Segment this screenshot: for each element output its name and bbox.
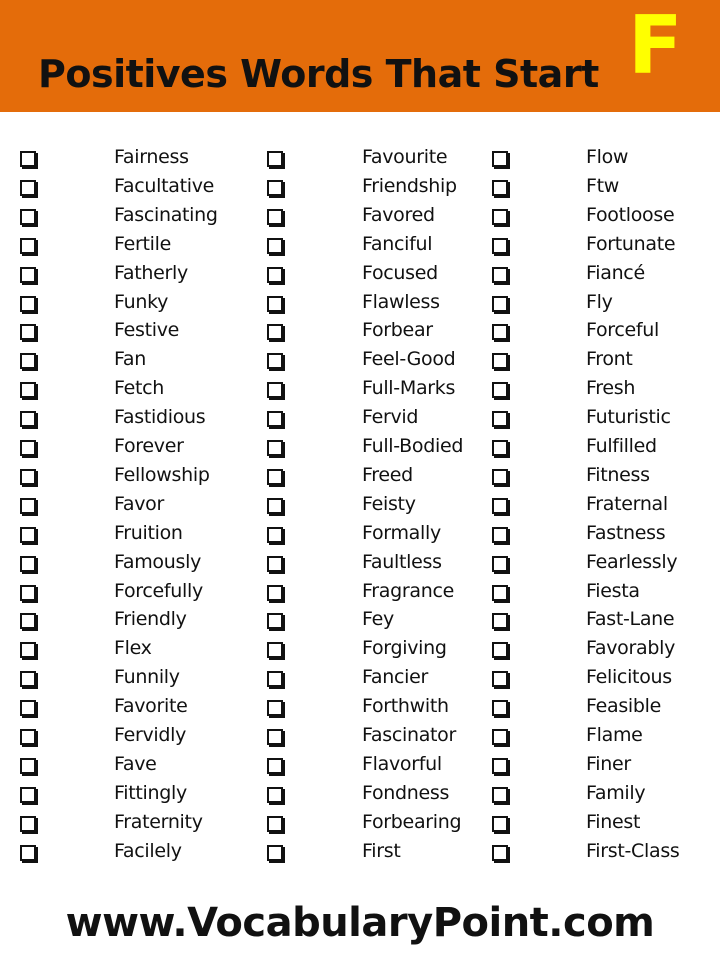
checkbox-icon xyxy=(492,469,508,485)
word-item: Funnily xyxy=(114,666,180,689)
word-row xyxy=(0,722,720,751)
word-row xyxy=(0,404,720,433)
title-letter: F xyxy=(628,0,683,92)
checkbox-icon xyxy=(492,787,508,803)
checkbox-icon xyxy=(20,324,36,340)
word-row xyxy=(0,549,720,578)
word-item: Fetch xyxy=(114,377,165,400)
word-item: Fragrance xyxy=(362,579,454,602)
word-item: Fave xyxy=(114,752,157,775)
checkbox-icon xyxy=(492,585,508,601)
checkbox-icon xyxy=(267,209,283,225)
checkbox-icon xyxy=(267,267,283,283)
word-item: Fatherly xyxy=(114,261,188,284)
word-list xyxy=(0,144,720,868)
word-item: Feasible xyxy=(586,695,662,718)
checkbox-icon xyxy=(267,469,283,485)
word-item: Feisty xyxy=(362,492,416,515)
checkbox-icon xyxy=(267,296,283,312)
checkbox-icon xyxy=(20,845,36,861)
checkbox-icon xyxy=(492,440,508,456)
word-item: Finer xyxy=(586,752,631,775)
checkbox-icon xyxy=(267,787,283,803)
checkbox-icon xyxy=(267,411,283,427)
word-item: Favourite xyxy=(362,146,448,168)
word-item: Fast-Lane xyxy=(586,608,675,631)
footer-website: www.VocabularyPoint.com xyxy=(65,900,655,946)
word-item: Favorably xyxy=(586,637,676,660)
word-item: First xyxy=(362,839,401,862)
checkbox-icon xyxy=(20,758,36,774)
word-item: Fruition xyxy=(114,521,183,544)
word-item: Fan xyxy=(114,348,146,371)
checkbox-icon xyxy=(492,527,508,543)
checkbox-icon xyxy=(492,324,508,340)
checkbox-icon xyxy=(267,324,283,340)
word-item: Fertile xyxy=(114,232,171,255)
checkbox-icon xyxy=(492,238,508,254)
word-item: Fulfilled xyxy=(586,435,657,457)
word-item: Fly xyxy=(586,290,613,313)
checkbox-icon xyxy=(267,816,283,832)
word-item: Full-Bodied xyxy=(362,435,464,457)
word-row xyxy=(0,202,720,231)
word-item: Fanciful xyxy=(362,232,433,255)
checkbox-icon xyxy=(492,729,508,745)
word-item: Forcefully xyxy=(114,579,203,602)
word-row xyxy=(0,664,720,693)
word-row xyxy=(0,491,720,520)
checkbox-icon xyxy=(20,440,36,456)
word-item: Fancier xyxy=(362,666,428,689)
word-item: Fortunate xyxy=(586,232,676,255)
word-item: Forever xyxy=(114,435,184,457)
checkbox-icon xyxy=(492,758,508,774)
checkbox-icon xyxy=(267,527,283,543)
checkbox-icon xyxy=(20,238,36,254)
checkbox-icon xyxy=(20,296,36,312)
checkbox-icon xyxy=(267,729,283,745)
word-row xyxy=(0,317,720,346)
word-item: Fairness xyxy=(114,146,189,168)
checkbox-icon xyxy=(492,353,508,369)
word-row xyxy=(0,144,720,173)
word-item: Flawless xyxy=(362,290,440,313)
checkbox-icon xyxy=(492,816,508,832)
header-banner xyxy=(0,0,720,112)
checkbox-icon xyxy=(267,585,283,601)
word-item: Focused xyxy=(362,261,438,284)
checkbox-icon xyxy=(267,498,283,514)
checkbox-icon xyxy=(20,469,36,485)
word-item: Forceful xyxy=(586,319,660,342)
word-item: Futuristic xyxy=(586,406,671,429)
word-row xyxy=(0,289,720,318)
checkbox-icon xyxy=(267,700,283,716)
checkbox-icon xyxy=(492,613,508,629)
word-item: Fittingly xyxy=(114,781,187,804)
checkbox-icon xyxy=(492,382,508,398)
checkbox-icon xyxy=(267,151,283,167)
word-row xyxy=(0,231,720,260)
checkbox-icon xyxy=(492,845,508,861)
word-item: Fellowship xyxy=(114,463,210,486)
checkbox-icon xyxy=(492,296,508,312)
word-item: Flavorful xyxy=(362,752,442,775)
checkbox-icon xyxy=(20,209,36,225)
word-item: Fiesta xyxy=(586,579,640,602)
word-row xyxy=(0,520,720,549)
checkbox-icon xyxy=(20,700,36,716)
word-item: Fervid xyxy=(362,406,419,429)
checkbox-icon xyxy=(20,353,36,369)
word-item: Footloose xyxy=(586,203,675,226)
checkbox-icon xyxy=(267,180,283,196)
word-item: Fitness xyxy=(586,463,650,486)
checkbox-icon xyxy=(267,671,283,687)
word-item: Flex xyxy=(114,637,152,660)
word-item: Forbearing xyxy=(362,810,462,833)
checkbox-icon xyxy=(267,613,283,629)
checkbox-icon xyxy=(20,642,36,658)
word-item: Friendship xyxy=(362,174,457,197)
page-title: Positives Words That Start xyxy=(38,52,599,96)
checkbox-icon xyxy=(492,498,508,514)
word-item: Facilely xyxy=(114,839,182,862)
word-row xyxy=(0,751,720,780)
word-item: Favored xyxy=(362,203,435,226)
word-item: Feel-Good xyxy=(362,348,456,371)
checkbox-icon xyxy=(492,671,508,687)
checkbox-icon xyxy=(20,671,36,687)
word-item: Fervidly xyxy=(114,724,187,746)
checkbox-icon xyxy=(492,180,508,196)
word-row xyxy=(0,173,720,202)
checkbox-icon xyxy=(20,180,36,196)
checkbox-icon xyxy=(267,845,283,861)
word-item: Flame xyxy=(586,724,643,746)
word-row xyxy=(0,635,720,664)
word-item: Festive xyxy=(114,319,180,342)
word-item: Fey xyxy=(362,608,394,631)
checkbox-icon xyxy=(20,556,36,572)
word-item: Freed xyxy=(362,463,413,486)
checkbox-icon xyxy=(20,729,36,745)
checkbox-icon xyxy=(20,787,36,803)
word-item: Front xyxy=(586,348,633,371)
checkbox-icon xyxy=(20,613,36,629)
word-item: Fondness xyxy=(362,781,450,804)
word-item: Felicitous xyxy=(586,666,672,689)
word-item: Friendly xyxy=(114,608,187,631)
word-item: Forgiving xyxy=(362,637,447,660)
word-row xyxy=(0,693,720,722)
word-row xyxy=(0,838,720,867)
word-item: Fastidious xyxy=(114,406,206,429)
checkbox-icon xyxy=(492,411,508,427)
word-item: Fearlessly xyxy=(586,550,678,573)
word-row xyxy=(0,780,720,809)
checkbox-icon xyxy=(20,585,36,601)
checkbox-icon xyxy=(20,382,36,398)
word-row xyxy=(0,606,720,635)
word-item: Facultative xyxy=(114,174,215,197)
word-item: Fascinator xyxy=(362,724,457,746)
word-item: Favor xyxy=(114,492,165,515)
checkbox-icon xyxy=(492,642,508,658)
word-item: Fraternal xyxy=(586,492,668,515)
word-item: Forbear xyxy=(362,319,433,342)
checkbox-icon xyxy=(492,151,508,167)
word-item: Fiancé xyxy=(586,261,645,284)
checkbox-icon xyxy=(492,700,508,716)
word-row xyxy=(0,578,720,607)
checkbox-icon xyxy=(267,238,283,254)
checkbox-icon xyxy=(492,267,508,283)
word-item: Faultless xyxy=(362,550,442,573)
word-row xyxy=(0,346,720,375)
word-item: Fascinating xyxy=(114,203,218,226)
word-item: Funky xyxy=(114,290,169,313)
word-item: Full-Marks xyxy=(362,377,456,400)
word-row xyxy=(0,809,720,838)
word-item: Ftw xyxy=(586,174,620,197)
word-row xyxy=(0,375,720,404)
checkbox-icon xyxy=(20,411,36,427)
checkbox-icon xyxy=(20,267,36,283)
checkbox-icon xyxy=(267,382,283,398)
checkbox-icon xyxy=(492,209,508,225)
checkbox-icon xyxy=(20,498,36,514)
word-item: Formally xyxy=(362,521,441,544)
checkbox-icon xyxy=(20,151,36,167)
word-item: Favorite xyxy=(114,695,188,718)
checkbox-icon xyxy=(267,556,283,572)
checkbox-icon xyxy=(267,758,283,774)
checkbox-icon xyxy=(20,527,36,543)
checkbox-icon xyxy=(492,556,508,572)
checkbox-icon xyxy=(267,353,283,369)
word-item: Famously xyxy=(114,550,202,573)
checkbox-icon xyxy=(267,642,283,658)
word-item: Forthwith xyxy=(362,695,449,718)
word-row xyxy=(0,433,720,462)
word-item: Fraternity xyxy=(114,810,203,833)
word-item: Fresh xyxy=(586,377,636,400)
checkbox-icon xyxy=(20,816,36,832)
word-item: First-Class xyxy=(586,839,680,862)
word-item: Fastness xyxy=(586,521,666,544)
word-item: Flow xyxy=(586,146,629,168)
word-item: Finest xyxy=(586,810,641,833)
word-item: Family xyxy=(586,781,646,804)
word-row xyxy=(0,260,720,289)
checkbox-icon xyxy=(267,440,283,456)
word-row xyxy=(0,462,720,491)
